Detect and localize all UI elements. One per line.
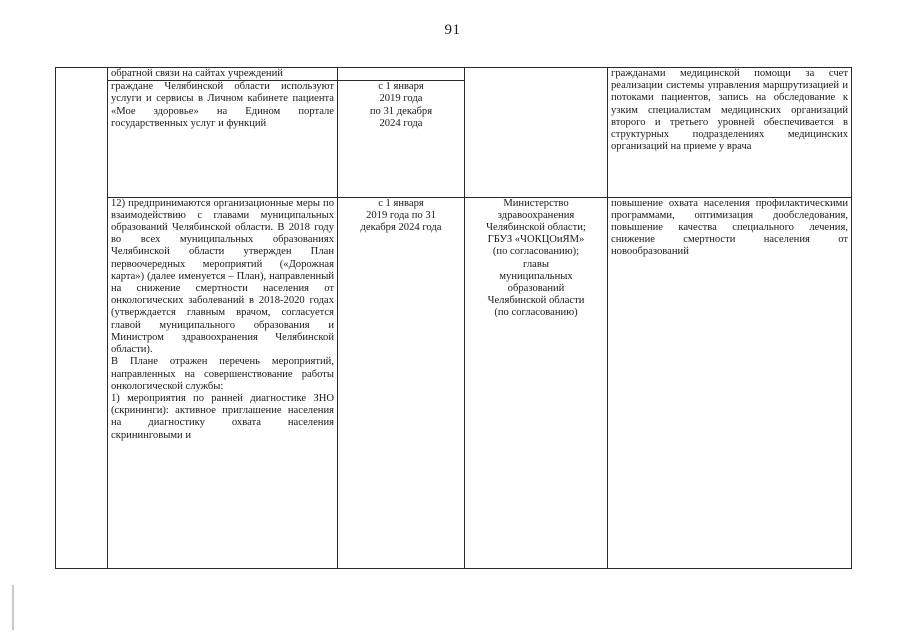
- description-text: 12) предпринимаются организационные меры по взаимодействию с главами муниципальных образований Челябинской области. В 2018 году во всех муниципальных образованиях Челябинской области утвержден План первоочередных мероприятий («Дорожная карта») (далее именуется – План), направленный на снижение смертности населения от онкологических заболеваний в 2018-2020 годах (утверждается главным врачом, согласуется главой муниципального образования и Министром здравоохранения Челябинской области). В Плане отражен перечень мероприятий, направленных на совершенствование работы онкологической службы: 1) мероприятия по ранней диагностике ЗНО (скрининги): активное приглашение населения на диагностику охвата населения скрининговыми и: [111, 197, 334, 441]
- effect-cell: [608, 197, 852, 568]
- table-row: [56, 197, 852, 568]
- effect-text: повышение охвата населения профилактическими программами, оптимизация дообследования, повышение качества специального лечения, снижение смертности населения от новообразований: [611, 197, 848, 258]
- measures-table: [55, 67, 852, 569]
- description-cell: [108, 197, 338, 568]
- responsible-cell: [465, 68, 608, 198]
- row-number-cell: [56, 68, 108, 569]
- table-row: [56, 68, 852, 81]
- page-number: 91: [444, 22, 461, 38]
- scan-edge-mark: [12, 585, 14, 630]
- responsible-cell: [465, 197, 608, 568]
- description-cell: [108, 81, 338, 197]
- description-text: обратной связи на сайтах учреждений: [111, 68, 283, 79]
- period-text: с 1 января 2019 года по 31 декабря 2024 года: [360, 197, 442, 234]
- responsible-text: Министерство здравоохранения Челябинской области; ГБУЗ «ЧОКЦОиЯМ» (по согласованию); главы муниципальных образований Челябинской области (по согласованию): [486, 197, 586, 319]
- period-cell: [338, 68, 465, 81]
- period-cell: [338, 81, 465, 197]
- effect-text: гражданами медицинской помощи за счет реализации системы управления маршрутизацией и потоками пациентов, запись на обследование к узким специалистам медицинских организаций второго и третьего уровней обеспечивается в структурных подразделениях медицинских организаций на приеме у врача: [611, 68, 848, 153]
- description-cell: [108, 68, 338, 81]
- description-text: граждане Челябинской области используют услуги и сервисы в Личном кабинете пациента «Мое здоровье» на Едином портале государственных услуг и функций: [111, 81, 334, 129]
- effect-cell: [608, 68, 852, 198]
- period-cell: [338, 197, 465, 568]
- period-text: с 1 января 2019 года по 31 декабря 2024 года: [369, 81, 433, 129]
